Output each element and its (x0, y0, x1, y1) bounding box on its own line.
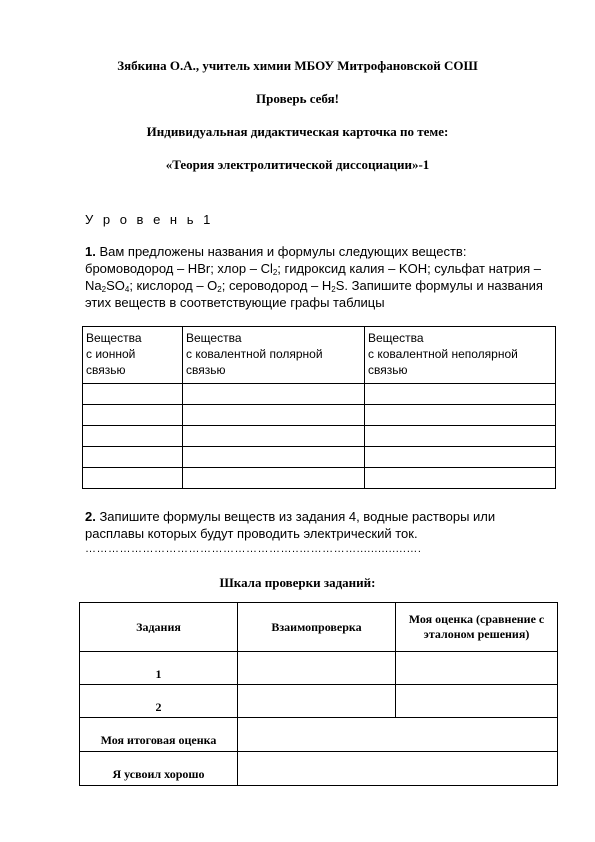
task1-part: SO (106, 278, 125, 293)
topic-title: «Теория электролитической диссоциации»-1 (165, 157, 430, 172)
learned-well-cell[interactable] (238, 752, 558, 786)
task1-part: ; кислород – O (129, 278, 218, 293)
header-line: с ковалентной неполярной (368, 347, 518, 361)
answer-cell[interactable] (83, 468, 183, 489)
grading-row (80, 685, 558, 718)
scale-title: Шкала проверки заданий: (219, 575, 376, 590)
col-ionic (83, 327, 183, 384)
answer-cell[interactable] (83, 405, 183, 426)
header-line: с ковалентной полярной (186, 347, 323, 361)
peer-check-cell[interactable] (238, 685, 396, 718)
answer-dotted-line[interactable]: ………………………………………………..……………..............…. (85, 543, 422, 555)
substances-table (82, 326, 556, 489)
grading-table (79, 602, 558, 786)
my-grade-cell[interactable] (396, 685, 558, 718)
table-row (83, 405, 556, 426)
answer-cell[interactable] (83, 447, 183, 468)
col-covalent-polar (183, 327, 365, 384)
answer-cell[interactable] (183, 426, 365, 447)
header-my-grade: Моя оценка (сравнение с эталоном решения) (396, 603, 558, 652)
card-title: Индивидуальная дидактическая карточка по теме: (146, 124, 449, 139)
answer-cell[interactable] (365, 405, 556, 426)
task1-part: Вам предложены названия и формулы следующих веществ: бромоводород – HBr; хлор – Cl (85, 244, 467, 276)
task2-number: 2. (85, 509, 96, 524)
my-grade-cell[interactable] (396, 652, 558, 685)
check-yourself-title: Проверь себя! (256, 91, 339, 106)
header-line: с ионной (86, 347, 136, 361)
subscript: 2 (272, 268, 278, 277)
col-covalent-nonpolar (365, 327, 556, 384)
answer-cell[interactable] (365, 384, 556, 405)
grading-header-row (80, 603, 558, 652)
table-row (83, 384, 556, 405)
answer-cell[interactable] (365, 447, 556, 468)
grading-row (80, 718, 558, 752)
header-line: Вещества (86, 331, 142, 345)
header-line: Вещества (368, 331, 424, 345)
header-line: связью (86, 363, 126, 377)
answer-cell[interactable] (83, 426, 183, 447)
grading-row (80, 752, 558, 786)
subscript: 2 (101, 285, 107, 294)
substances-table-header (83, 327, 556, 384)
header-line: связью (368, 363, 408, 377)
peer-check-cell[interactable] (238, 652, 396, 685)
task1-part: ; гидроксид калия – KOH; сульфат натрия – Na (85, 261, 542, 293)
level-label: У р о в е н ь 1 (85, 212, 214, 227)
task-number-cell: 1 (80, 652, 238, 685)
task-number-cell: 2 (80, 685, 238, 718)
answer-cell[interactable] (83, 384, 183, 405)
task2-body: Запишите формулы веществ из задания 4, водные растворы или расплавы которых будут проводить электрический ток. (85, 509, 496, 541)
header-line: Вещества (186, 331, 242, 345)
final-grade-label: Моя итоговая оценка (80, 718, 238, 752)
answer-cell[interactable] (183, 468, 365, 489)
answer-cell[interactable] (183, 405, 365, 426)
task1-part: S. Запишите формулы и названия этих веществ в соответствующие графы таблицы (85, 278, 543, 310)
table-row (83, 468, 556, 489)
learned-well-label: Я усвоил хорошо (80, 752, 238, 786)
subscript: 2 (331, 285, 336, 294)
answer-cell[interactable] (365, 426, 556, 447)
table-row (83, 426, 556, 447)
header-tasks: Задания (80, 603, 238, 652)
author-line: Зябкина О.А., учитель химии МБОУ Митрофановской СОШ (117, 58, 478, 73)
final-grade-cell[interactable] (238, 718, 558, 752)
grading-row (80, 652, 558, 685)
table-row (83, 447, 556, 468)
subscript: 4 (124, 285, 130, 294)
task1-number: 1. (85, 244, 96, 259)
header-line: связью (186, 363, 226, 377)
answer-cell[interactable] (183, 447, 365, 468)
answer-cell[interactable] (183, 384, 365, 405)
header-peer-check: Взаимопроверка (238, 603, 396, 652)
answer-cell[interactable] (365, 468, 556, 489)
subscript: 2 (217, 285, 222, 294)
task1-text (85, 243, 555, 311)
task2-text (85, 508, 555, 542)
task1-part: ; сероводород – H (221, 278, 332, 293)
